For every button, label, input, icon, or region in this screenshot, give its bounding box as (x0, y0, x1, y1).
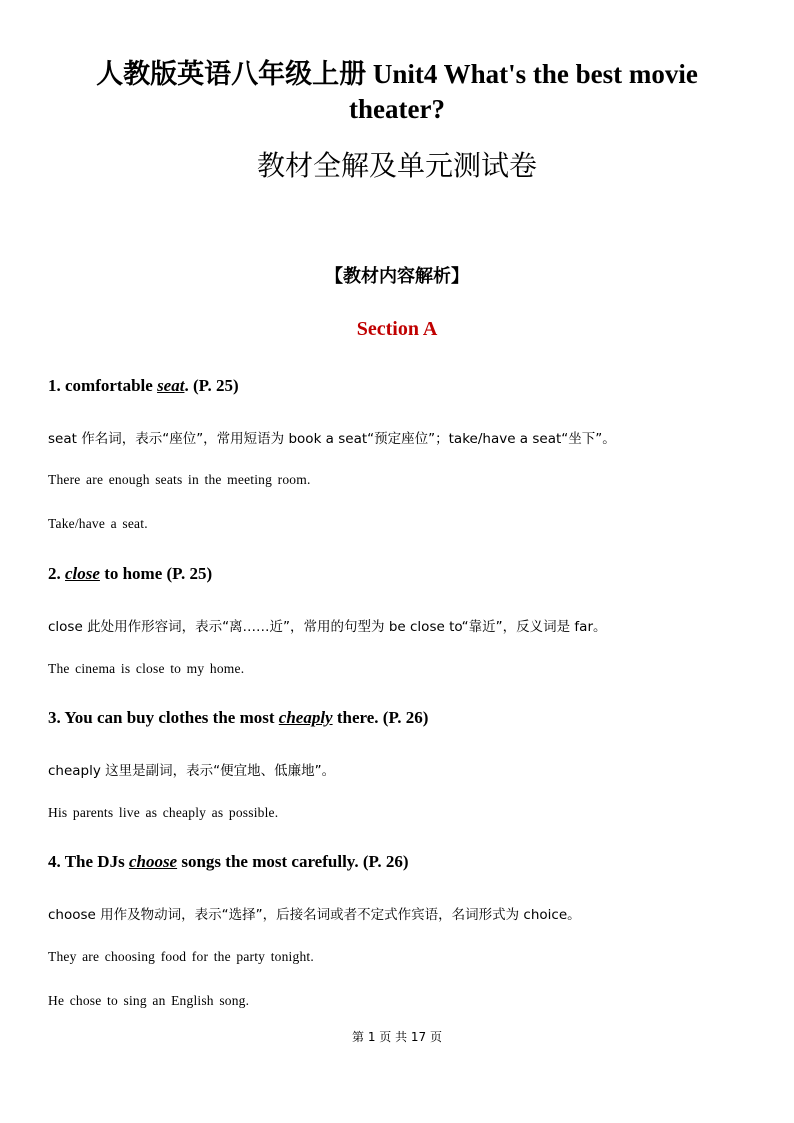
example-sentence: Take/have a seat. (48, 516, 148, 531)
item-number: 3. (48, 708, 61, 727)
item-text: . (P. 25) (184, 376, 239, 395)
item-text: comfortable (65, 376, 158, 395)
item-keyword: cheaply (278, 708, 333, 727)
section-heading: 【教材内容解析】 (325, 266, 469, 286)
item-text: The DJs (64, 852, 129, 871)
item-text: to home (P. 25) (99, 564, 213, 583)
document-title-line2: theater? (349, 94, 445, 124)
section-a-heading: Section A (356, 318, 438, 340)
item-number: 1. (48, 376, 61, 395)
example-sentence: His parents live as cheaply as possible. (48, 805, 279, 820)
item-text: there. (P. 26) (332, 708, 429, 727)
item-keyword: seat (157, 376, 185, 395)
document-subtitle: 教材全解及单元测试卷 (256, 151, 537, 182)
item-text: songs the most carefully. (P. 26) (177, 852, 409, 871)
item-keyword: close (65, 564, 100, 583)
item-note: close 此处用作形容词，表示“离……近”，常用的句型为 be close to“靠近”，反义词是 far。 (48, 619, 607, 635)
example-sentence: They are choosing food for the party tonight. (48, 949, 314, 964)
page-footer: 第 1 页 共 17 页 (352, 1030, 442, 1044)
item-note: choose 用作及物动词，表示“选择”，后接名词或者不定式作宾语，名词形式为 choice。 (48, 907, 581, 923)
item-number: 4. (48, 852, 61, 871)
item-heading (48, 376, 239, 396)
item-note: seat 作名词，表示“座位”，常用短语为 book a seat“预定座位”；take/have a seat“坐下”。 (48, 431, 616, 447)
item-note: cheaply 这里是副词，表示“便宜地、低廉地”。 (48, 763, 336, 779)
example-sentence: There are enough seats in the meeting room. (48, 472, 311, 487)
item-heading (48, 564, 212, 584)
item-heading (48, 852, 409, 872)
example-sentence: The cinema is close to my home. (48, 661, 245, 676)
item-number: 2. (48, 564, 61, 583)
item-text: You can buy clothes the most (64, 708, 279, 727)
example-sentence: He chose to sing an English song. (48, 993, 250, 1008)
item-heading (48, 708, 428, 728)
item-keyword: choose (128, 852, 178, 871)
document-title-line1: 人教版英语八年级上册 Unit4 What's the best movie (96, 59, 698, 89)
